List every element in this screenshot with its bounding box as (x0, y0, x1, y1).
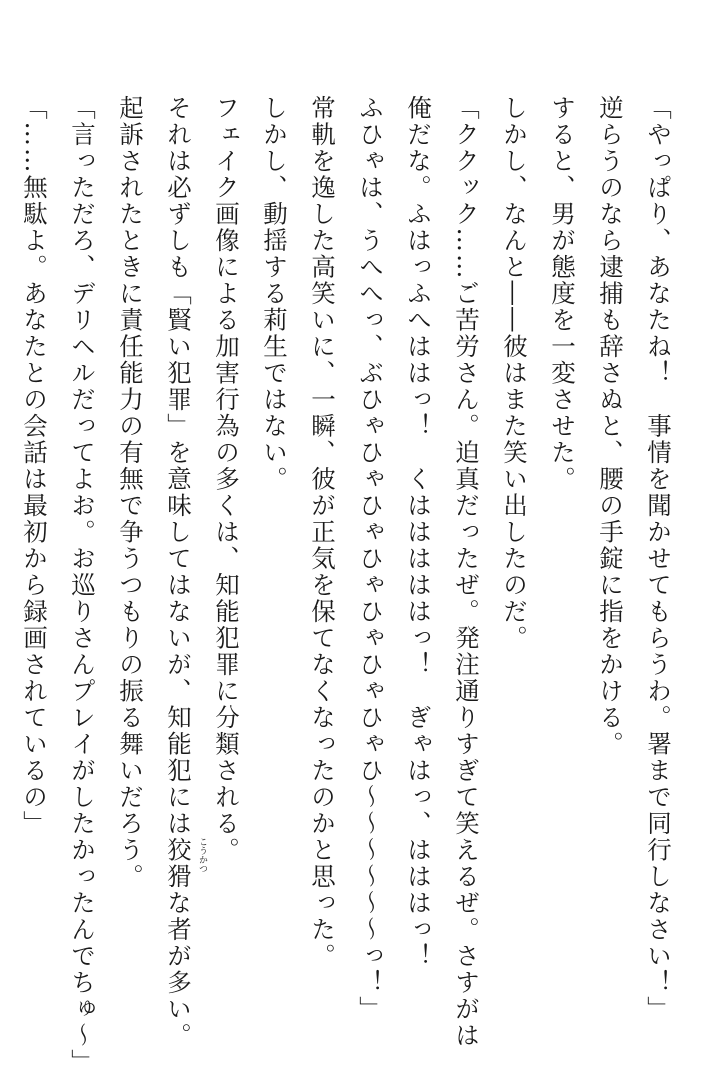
text-line-tail: な者が多い。 (164, 890, 193, 1049)
text-line: 「やっぱり、あなたね！ 事情を聞かせてもらうわ。署まで同行しなさい！」 (644, 95, 673, 1023)
text-line: 俺だな。ふはっふへははっ！ くはははははっ！ ぎゃはっ、はははっ！ (404, 95, 433, 970)
text-line: すると、男が態度を一変させた。 (548, 95, 577, 493)
text-line: フェイク画像による加害行為の多くは、知能犯罪に分類される。 (212, 95, 241, 864)
text-line: 「ククック……ご苦労さん。迫真だったぜ。発注通りすぎて笑えるぜ。さすがは (452, 95, 481, 1049)
text-line: しかし、動揺する莉生ではない。 (260, 95, 289, 493)
text-line-head: それは必ずしも「賢い犯罪」を意味してはないが、知能犯には (164, 95, 193, 837)
text-line (0, 95, 10, 975)
ruby-reading: こうかつ (197, 837, 207, 873)
text-line: 起訴されたときに責任能力の有無で争うつもりの振る舞いだろう。 (116, 95, 145, 890)
ruby-base: 狡猾 (164, 837, 193, 890)
text-line: 「言っただろ、デリヘルだってよお。お巡りさんプレイがしたかったんでちゅ〜」 (68, 95, 97, 1076)
text-line: 常軌を逸した高笑いに、一瞬、彼が正気を保てなくなったのかと思った。 (308, 95, 337, 970)
vertical-text-body (0, 95, 682, 1076)
text-line: しかし、なんと――彼はまた笑い出したのだ。 (500, 95, 529, 652)
text-line: ふひゃは、うへへっ、ぶひゃひゃひゃひゃひゃひゃひゃひ〜〜〜〜〜〜っ！」 (356, 95, 385, 1023)
text-line: 逆らうのなら逮捕も辞さぬと、腰の手錠に指をかける。 (596, 95, 625, 758)
ruby-word (164, 837, 207, 890)
text-line: 「……無駄よ。あなたとの会話は最初から録画されているの」 (20, 95, 49, 837)
text-line-with-ruby (154, 95, 207, 1049)
